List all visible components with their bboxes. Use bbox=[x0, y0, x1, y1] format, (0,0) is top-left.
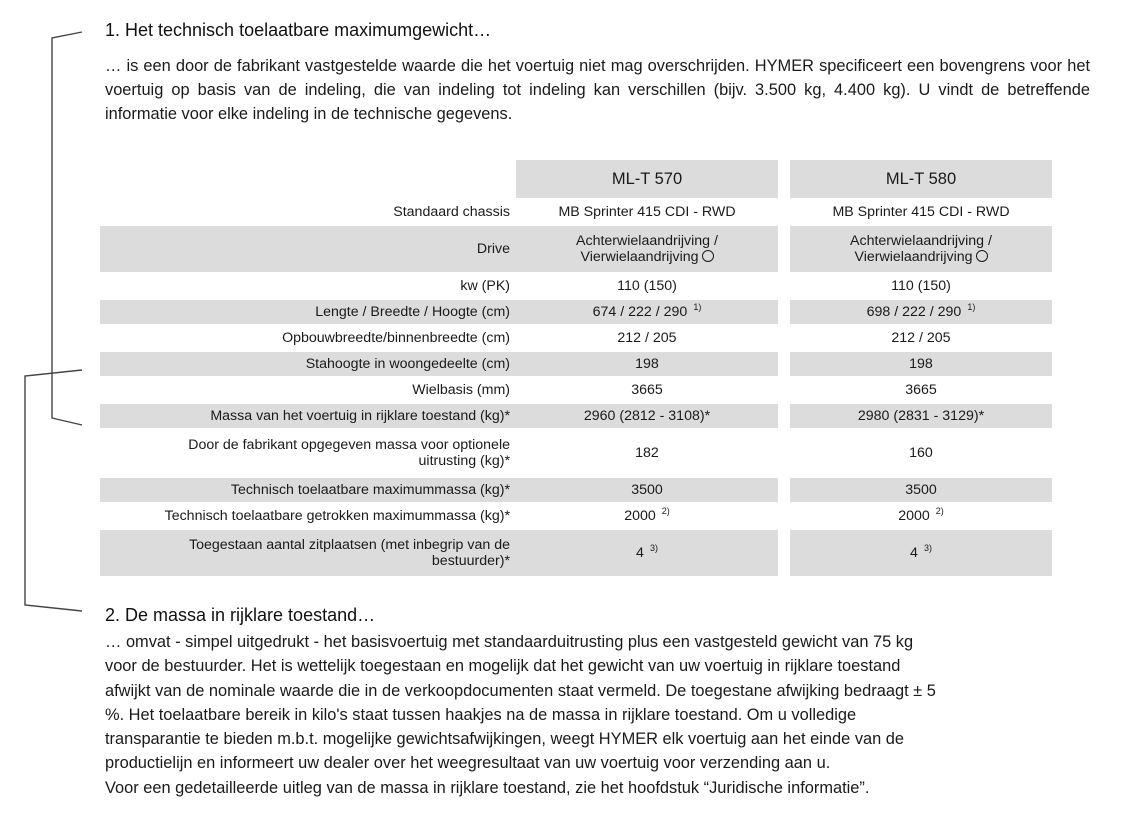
footnote-ref: 2) bbox=[661, 506, 670, 516]
paragraph-line: productielijn en informeert uw dealer over het weegresultaat van uw voertuig voor verzending aan u. bbox=[105, 754, 831, 773]
footnote-ref: 1) bbox=[693, 302, 702, 312]
paragraph-line: transparantie te bieden m.b.t. mogelijke gewichtsafwijkingen, weegt HYMER elk voertuig aan het einde van de bbox=[105, 730, 905, 749]
row-value-580: 2980 (2831 - 3129)* bbox=[790, 404, 1052, 428]
table-row bbox=[100, 478, 1052, 502]
row-label: Toegestaan aantal zitplaatsen (met inbegrip van de bestuurder)* bbox=[100, 530, 516, 576]
row-value-570: 212 / 205 bbox=[617, 330, 677, 346]
row-value-580: 4 $^{3)}$ bbox=[790, 530, 1052, 576]
row-label: Opbouwbreedte/binnenbreedte (cm) bbox=[282, 330, 510, 346]
row-value-570: 674 / 222 / 290 $^{1)}$ bbox=[516, 300, 778, 324]
row-value-580: 110 (150) bbox=[891, 278, 951, 294]
row-value-570: 3500 bbox=[516, 478, 778, 502]
row-label: Standaard chassis bbox=[393, 204, 510, 220]
row-value-570: 182 bbox=[635, 445, 659, 461]
row-value-580: 3500 bbox=[790, 478, 1052, 502]
row-value-570: MB Sprinter 415 CDI - RWD bbox=[558, 204, 736, 220]
header-ml-t-580: ML-T 580 bbox=[790, 160, 1052, 198]
row-label: Drive bbox=[100, 226, 516, 272]
table-row bbox=[100, 430, 1052, 476]
bracket-section2 bbox=[25, 370, 82, 611]
row-value-580: Achterwielaandrijving / Vierwielaandrijving bbox=[790, 226, 1052, 272]
table-row bbox=[100, 300, 1052, 324]
row-label: kw (PK) bbox=[460, 278, 510, 294]
row-value-570: 198 bbox=[516, 352, 778, 376]
paragraph-line: voor de bestuurder. Het is wettelijk toegestaan en mogelijk dat het gewicht van uw voertuig in rijklare toestand bbox=[105, 657, 901, 676]
table-row bbox=[100, 226, 1052, 272]
table-row bbox=[100, 326, 1052, 350]
row-value-570: 3665 bbox=[631, 382, 663, 398]
table-row bbox=[100, 200, 1052, 224]
row-value-580: 2000 $^{2)}$ bbox=[898, 506, 944, 524]
row-label: Stahoogte in woongedeelte (cm) bbox=[100, 352, 516, 376]
row-value-570: 4 $^{3)}$ bbox=[516, 530, 778, 576]
specs-table bbox=[100, 158, 1052, 578]
paragraph-line: … omvat - simpel uitgedrukt - het basisvoertuig met standaarduitrusting plus een vastgesteld gewicht van 75 kg bbox=[105, 633, 914, 651]
table-row bbox=[100, 530, 1052, 576]
row-label: Door de fabrikant opgegeven massa voor optionele uitrusting (kg)* bbox=[188, 437, 510, 469]
row-value-570: 2000 $^{2)}$ bbox=[624, 506, 670, 524]
row-value-580: 698 / 222 / 290 $^{1)}$ bbox=[790, 300, 1052, 324]
section2-title: 2. De massa in rijklare toestand… bbox=[105, 605, 376, 625]
footnote-ref: 1) bbox=[967, 302, 976, 312]
table-row bbox=[100, 378, 1052, 402]
row-value-580: 212 / 205 bbox=[891, 330, 951, 346]
row-value-570: Achterwielaandrijving / Vierwielaandrijving bbox=[516, 226, 778, 272]
table-header-row bbox=[100, 160, 1052, 198]
row-label: Massa van het voertuig in rijklare toestand (kg)* bbox=[100, 404, 516, 428]
paragraph-line: Voor een gedetailleerde uitleg van de massa in rijklare toestand, zie het hoofdstuk “Juridische informatie”. bbox=[105, 778, 870, 797]
row-value-570: 110 (150) bbox=[617, 278, 677, 294]
optional-circle-icon bbox=[702, 250, 714, 262]
table-row bbox=[100, 504, 1052, 528]
footnote-ref: 3) bbox=[649, 543, 658, 553]
bracket-section1 bbox=[52, 32, 82, 425]
section2-body bbox=[105, 630, 1095, 800]
table-row bbox=[100, 352, 1052, 376]
table-row bbox=[100, 404, 1052, 428]
row-label: Wielbasis (mm) bbox=[412, 382, 510, 398]
paragraph-line: afwijkt van de nominale waarde die in de verkoopdocumenten staat vermeld. De toegestane afwijking bedraagt ± 5 bbox=[105, 681, 936, 700]
optional-circle-icon bbox=[976, 250, 988, 262]
row-value-580: 160 bbox=[909, 445, 933, 461]
row-label: Technisch toelaatbare getrokken maximummassa (kg)* bbox=[164, 508, 510, 524]
table-row bbox=[100, 274, 1052, 298]
row-label: Technisch toelaatbare maximummassa (kg)* bbox=[100, 478, 516, 502]
row-value-570: 2960 (2812 - 3108)* bbox=[516, 404, 778, 428]
footnote-ref: 3) bbox=[923, 543, 932, 553]
paragraph-line: %. Het toelaatbare bereik in kilo's staat tussen haakjes na de massa in rijklare toestand. Om u volledige bbox=[105, 705, 857, 724]
row-value-580: MB Sprinter 415 CDI - RWD bbox=[832, 204, 1010, 220]
section1-body: … is een door de fabrikant vastgestelde waarde die het voertuig niet mag overschrijden. HYMER specificeert een bovengrens voor het voertuig op basis van de indeling, die van indeling tot indeling kan verschillen (bijv. 3.500 kg, 4.400 kg). U vindt de betreffende informatie voor elke indeling in de technische gegevens. bbox=[105, 57, 1090, 123]
section1-title: 1. Het technisch toelaatbare maximumgewicht… bbox=[105, 20, 492, 40]
row-label: Lengte / Breedte / Hoogte (cm) bbox=[100, 300, 516, 324]
row-value-580: 198 bbox=[790, 352, 1052, 376]
footnote-ref: 2) bbox=[935, 506, 944, 516]
row-value-580: 3665 bbox=[905, 382, 937, 398]
header-ml-t-570: ML-T 570 bbox=[516, 160, 778, 198]
